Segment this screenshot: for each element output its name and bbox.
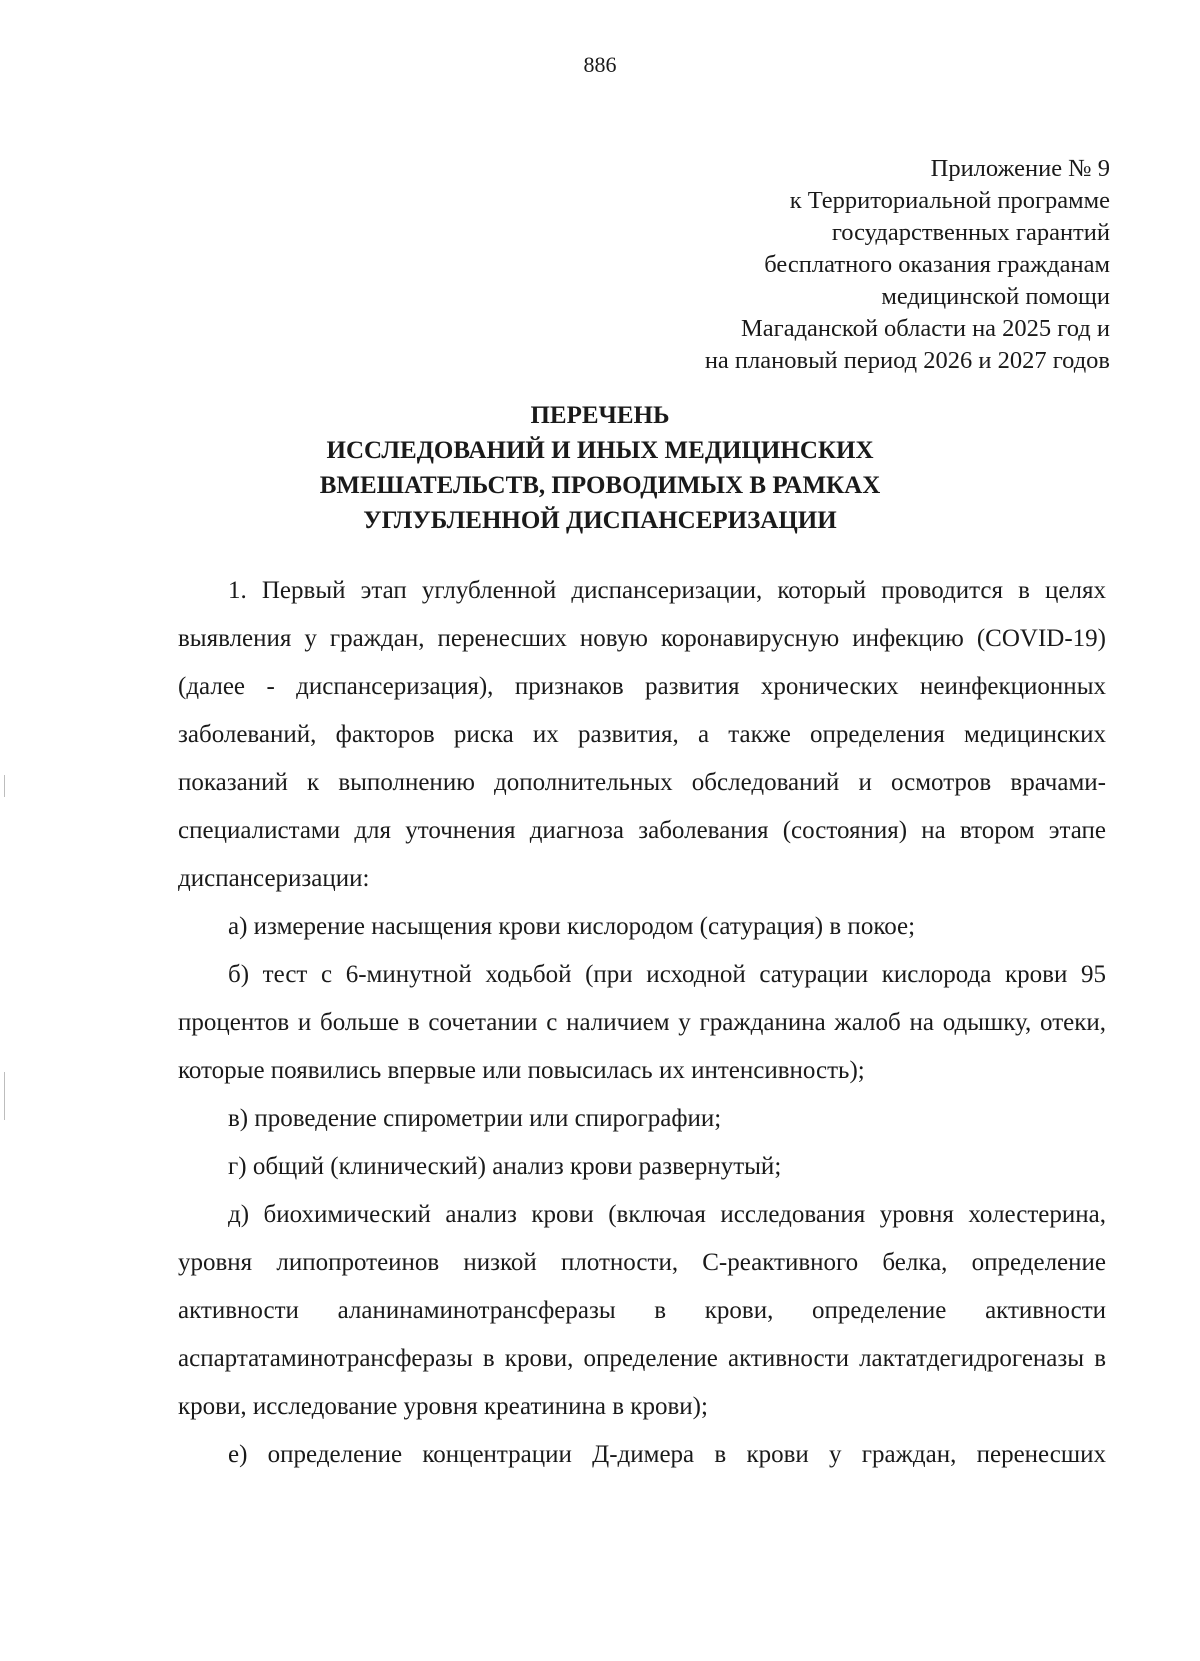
document-title: [0, 398, 1200, 538]
paragraph-item-v: в) проведение спирометрии или спирографии;: [228, 1105, 722, 1132]
paragraph-item-a: а) измерение насыщения крови кислородом (сатурация) в покое;: [228, 913, 916, 940]
appendix-line: к Территориальной программе: [789, 187, 1110, 214]
paragraph-item-g: г) общий (клинический) анализ крови развернутый;: [228, 1153, 782, 1180]
scan-artifact: [4, 775, 5, 797]
paragraph-item-e: е) определение концентрации Д-димера в крови у граждан, перенесших: [228, 1441, 1106, 1468]
paragraph-item-d: д) биохимический анализ крови (включая исследования уровня холестерина, уровня липопротеинов низкой плотности, С-реактивного белка, определение активности аланинаминотрансферазы в крови, определение активности аспартатаминотрансферазы в крови, определение активности лактатдегидрогеназы в крови, исследование уровня креатинина в крови);: [178, 1201, 1106, 1420]
appendix-line: бесплатного оказания гражданам: [764, 251, 1110, 278]
appendix-line: медицинской помощи: [881, 283, 1110, 310]
title-line: ВМЕШАТЕЛЬСТВ, ПРОВОДИМЫХ В РАМКАХ: [319, 472, 881, 499]
title-line: УГЛУБЛЕННОЙ ДИСПАНСЕРИЗАЦИИ: [363, 507, 837, 534]
paragraph-item-1: 1. Первый этап углубленной диспансеризации, который проводится в целях выявления у граждан, перенесших новую коронавирусную инфекцию (COVID-19) (далее - диспансеризация), признаков развития хронических неинфекционных заболеваний, факторов риска их развития, а также определения медицинских показаний к выполнению дополнительных обследований и осмотров врачами-специалистами для уточнения диагноза заболевания (состояния) на втором этапе диспансеризации:: [178, 577, 1106, 892]
appendix-line: государственных гарантий: [831, 219, 1110, 246]
page-number: 886: [583, 52, 617, 77]
scan-artifact: [4, 1072, 5, 1120]
title-line: ПЕРЕЧЕНЬ: [530, 402, 670, 429]
appendix-header: [705, 153, 1110, 377]
appendix-line: на плановый период 2026 и 2027 годов: [704, 347, 1110, 374]
title-line: ИССЛЕДОВАНИЙ И ИНЫХ МЕДИЦИНСКИХ: [326, 437, 874, 464]
appendix-line: Приложение № 9: [930, 155, 1110, 182]
paragraph-item-b: б) тест с 6-минутной ходьбой (при исходной сатурации кислорода крови 95 процентов и больше в сочетании с наличием у гражданина жалоб на одышку, отеки, которые появились впервые или повысилась их интенсивность);: [178, 961, 1106, 1084]
document-body: [178, 567, 1106, 1479]
appendix-line: Магаданской области на 2025 год и: [741, 315, 1110, 342]
